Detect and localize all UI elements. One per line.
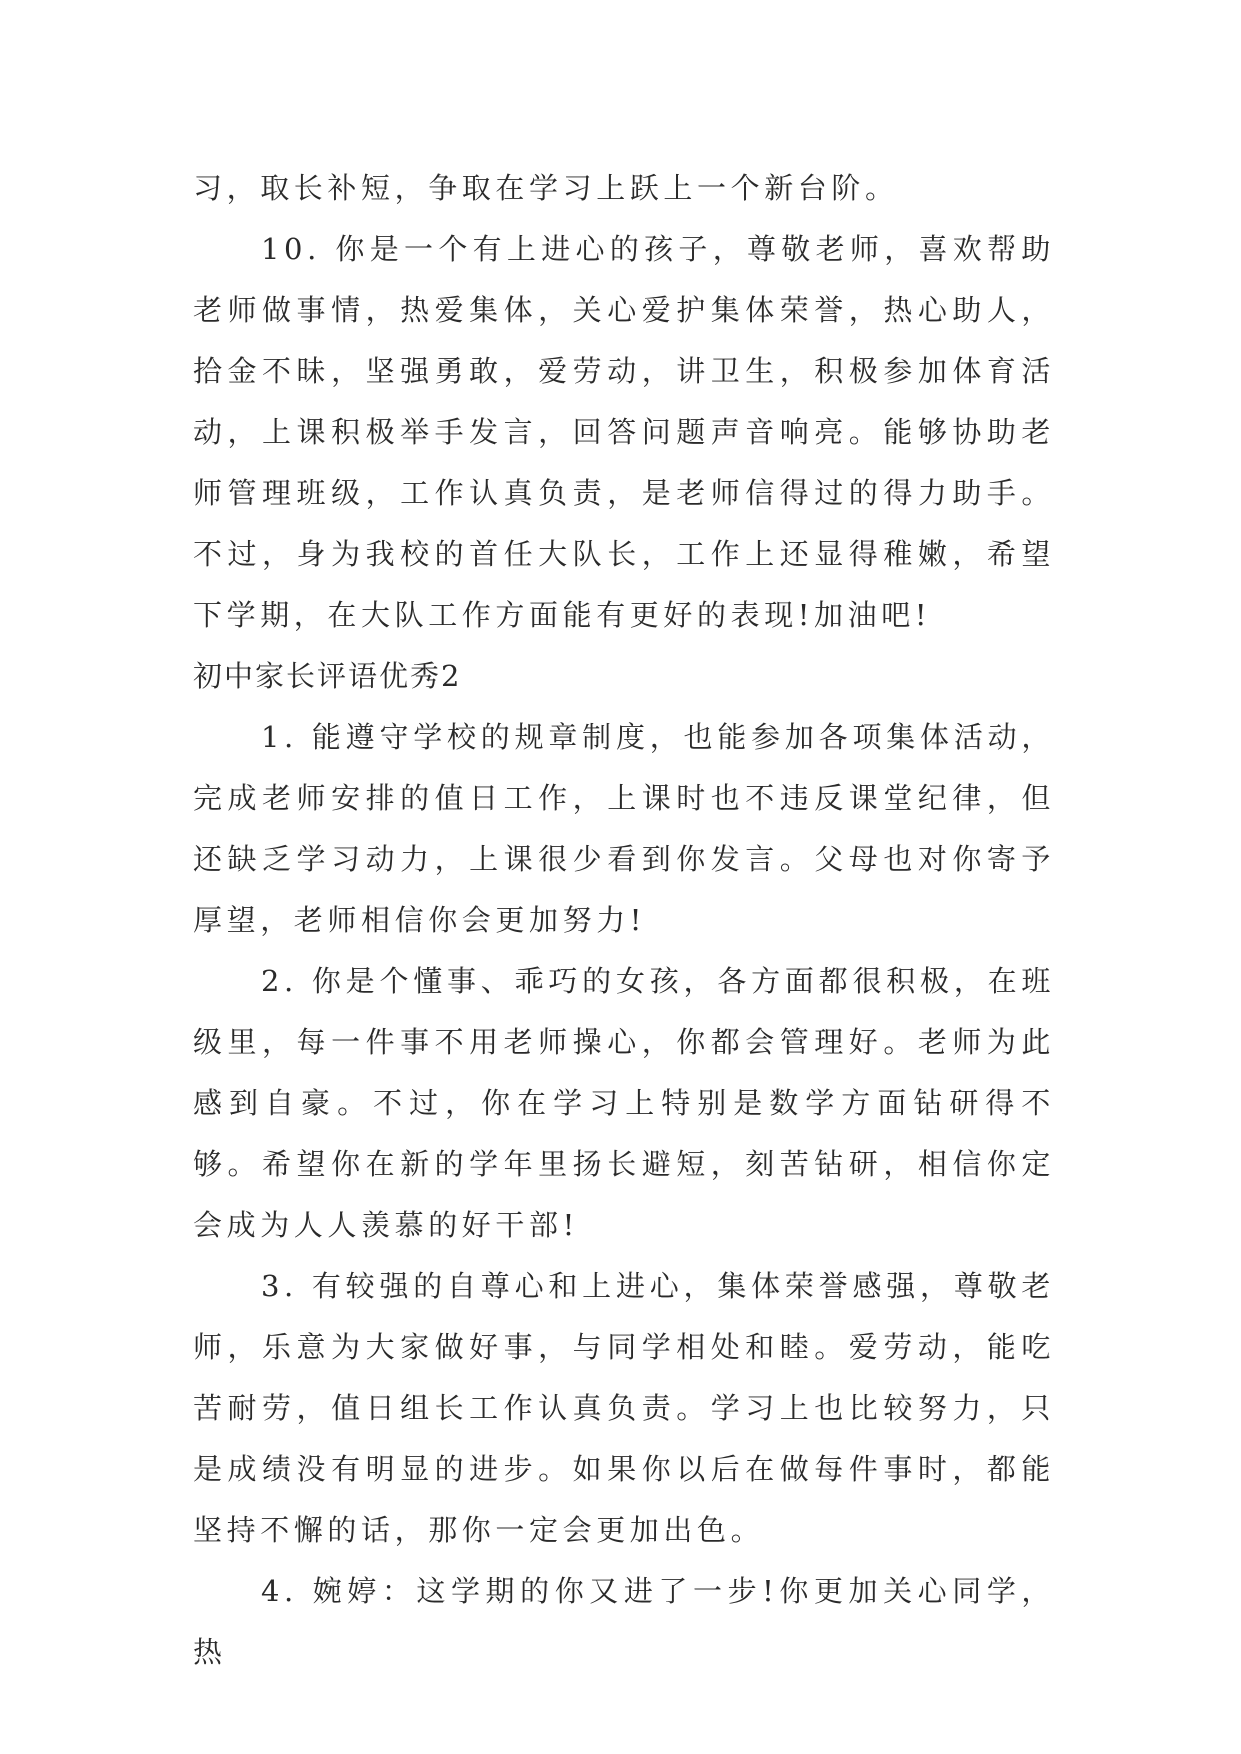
paragraph-comment-4: 4. 婉婷：这学期的你又进了一步!你更加关心同学，热: [193, 1574, 1055, 1669]
paragraph-comment-2: 2. 你是个懂事、乖巧的女孩，各方面都很积极，在班级里，每一件事不用老师操心，你都会管理好。老师为此感到自豪。不过，你在学习上特别是数学方面钻研得不够。希望你在新的学年里扬长避短，刻苦钻研，相信你定会成为人人羡慕的好干部!: [193, 964, 1055, 1242]
paragraph-comment-10: 10. 你是一个有上进心的孩子，尊敬老师，喜欢帮助老师做事情，热爱集体，关心爱护集体荣誉，热心助人，拾金不昧，坚强勇敢，爱劳动，讲卫生，积极参加体育活动，上课积极举手发言，回答问题声音响亮。能够协助老师管理班级，工作认真负责，是老师信得过的得力助手。不过，身为我校的首任大队长，工作上还显得稚嫩，希望下学期，在大队工作方面能有更好的表现!加油吧!: [193, 232, 1055, 632]
section-heading: 初中家长评语优秀2: [193, 659, 462, 693]
paragraph-comment-3: 3. 有较强的自尊心和上进心，集体荣誉感强，尊敬老师，乐意为大家做好事，与同学相处和睦。爱劳动，能吃苦耐劳，值日组长工作认真负责。学习上也比较努力，只是成绩没有明显的进步。如果你以后在做每件事时，都能坚持不懈的话，那你一定会更加出色。: [193, 1269, 1055, 1547]
document-body: [193, 158, 1055, 1683]
paragraph-comment-1: 1. 能遵守学校的规章制度，也能参加各项集体活动，完成老师安排的值日工作，上课时也不违反课堂纪律，但还缺乏学习动力，上课很少看到你发言。父母也对你寄予厚望，老师相信你会更加努力!: [193, 720, 1055, 937]
paragraph-continuation: 习，取长补短，争取在学习上跃上一个新台阶。: [193, 171, 899, 205]
